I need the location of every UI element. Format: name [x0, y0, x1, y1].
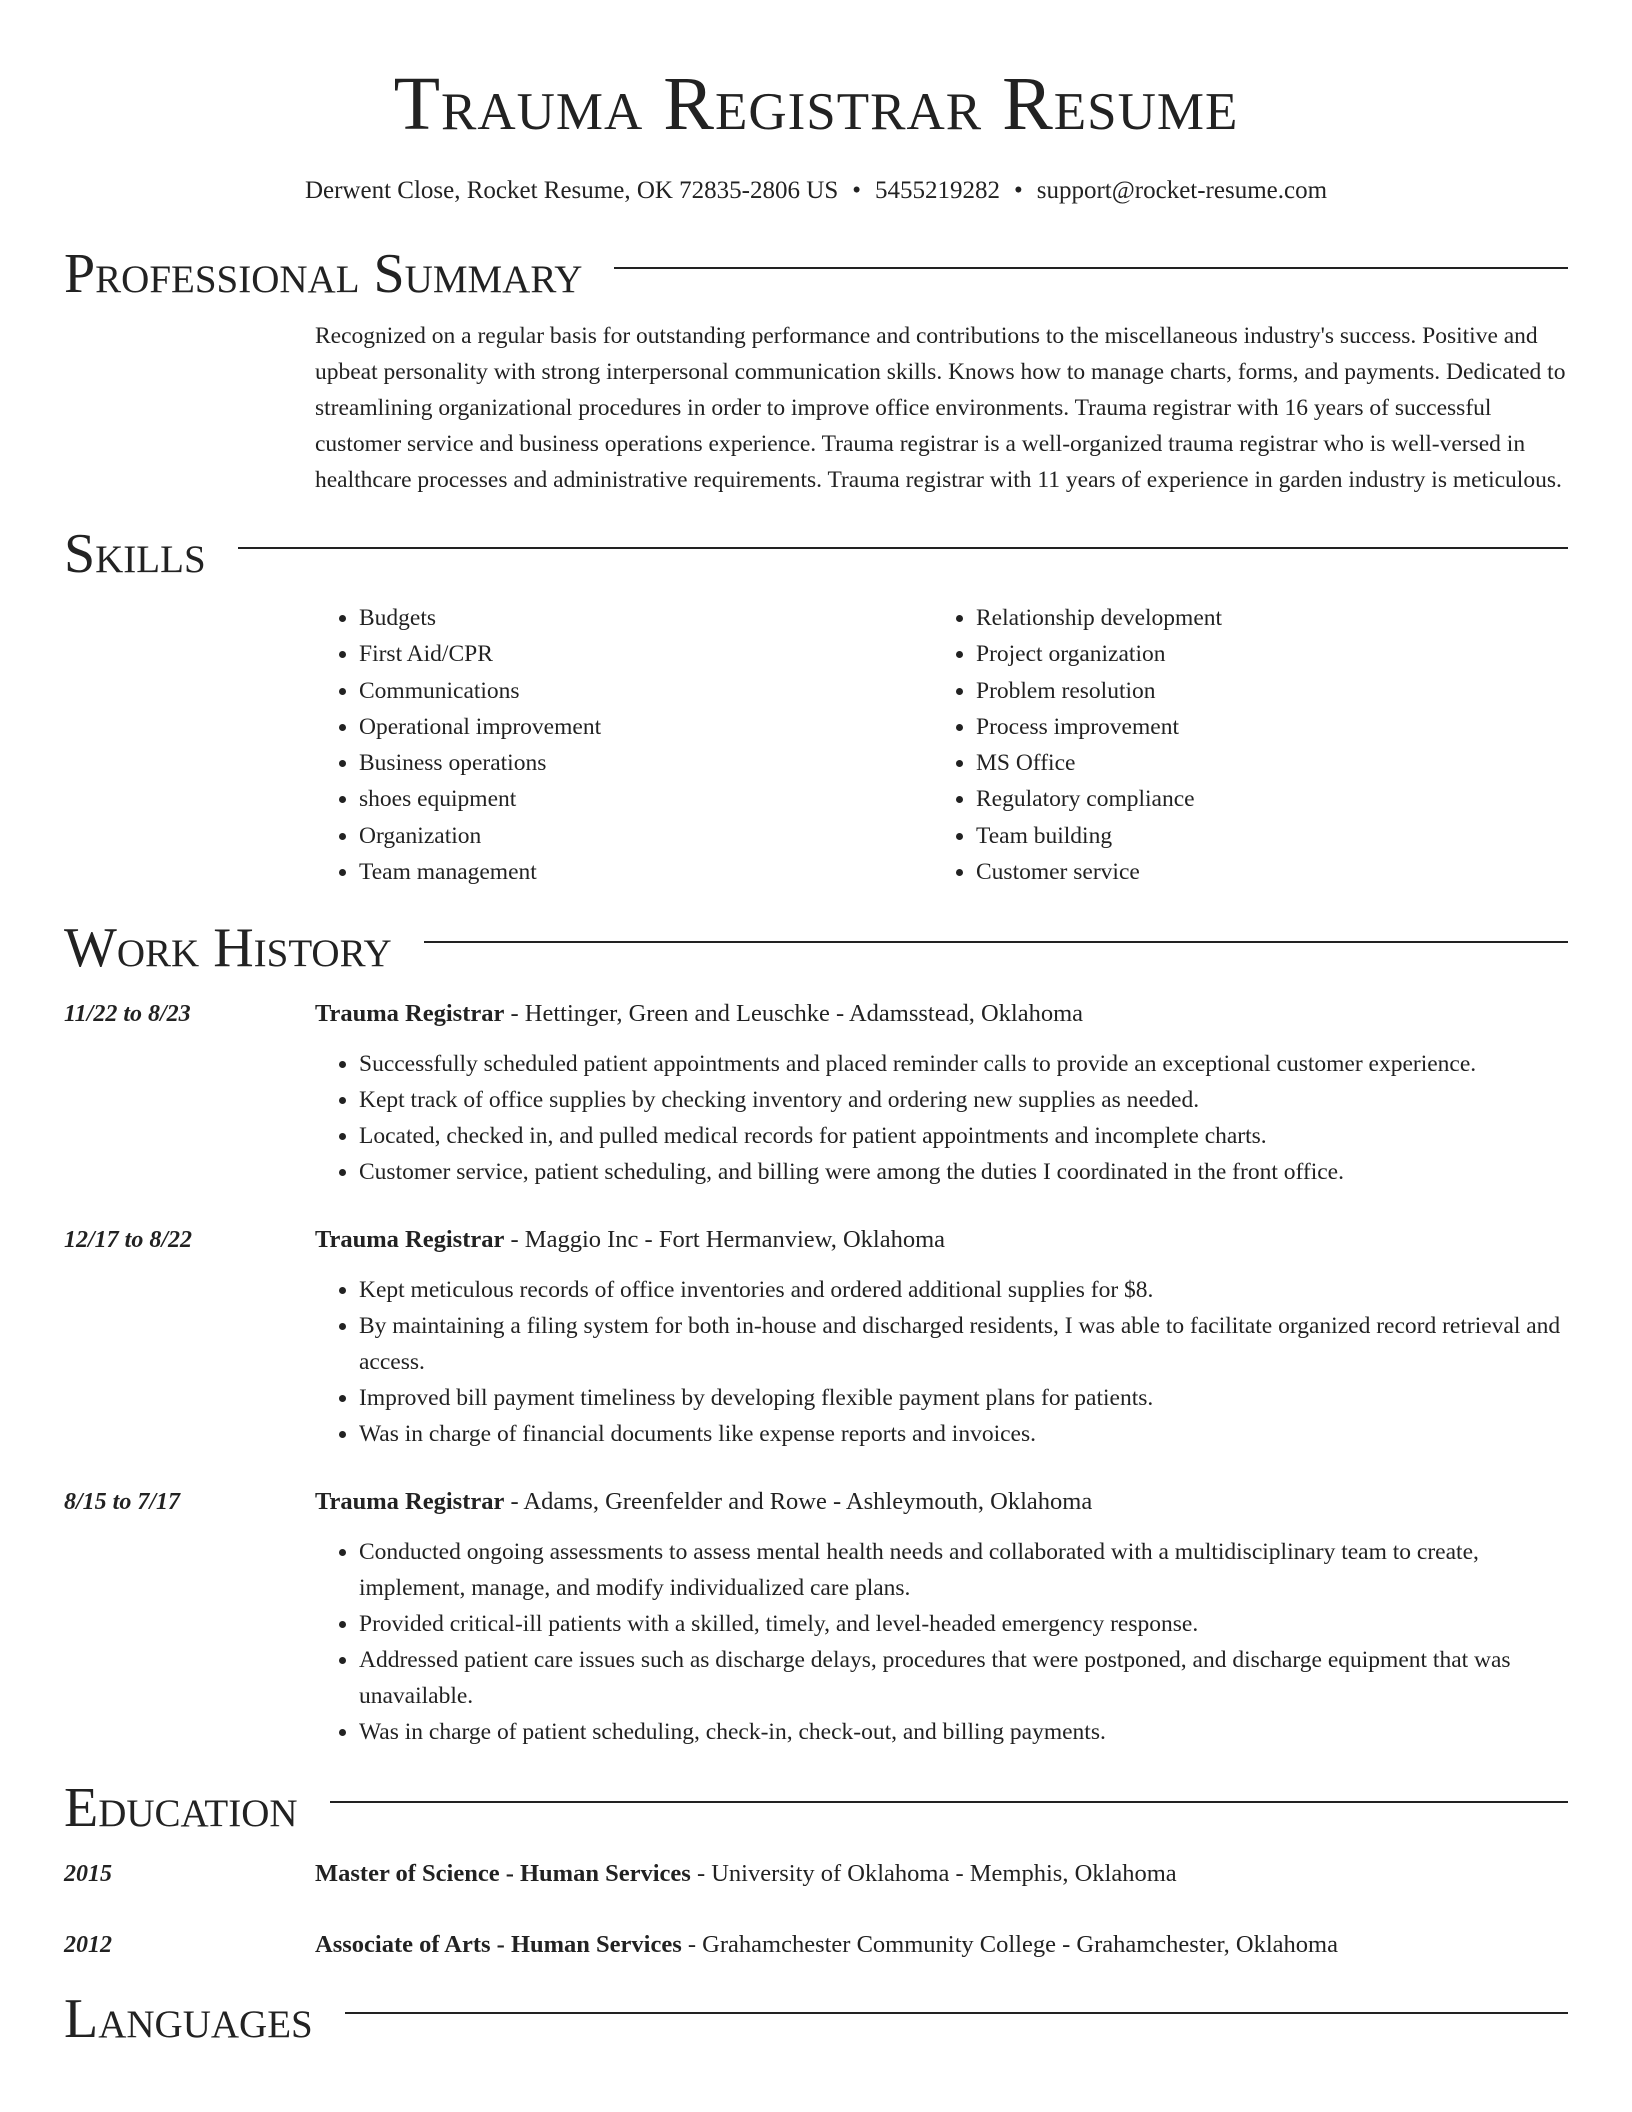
- skill-item: • Process improvement: [976, 709, 1549, 745]
- summary-text: Recognized on a regular basis for outstanding performance and contributions to the miscellaneous industry's success. Positive and upbeat personality with strong interpersonal communication skills. Knows how to manage charts, forms, and payments. Dedicated to streamlining organizational procedures in order to improve office environments. Trauma registrar with 16 years of successful customer service and business operations experience. Trauma registrar is a well-organized trauma registrar who is well-versed in healthcare processes and administrative requirements. Trauma registrar with 11 years of experience in garden industry is meticulous.: [315, 323, 1566, 493]
- job-bullet: • Kept meticulous records of office inventories and ordered additional supplies for $8.: [359, 1272, 1568, 1308]
- contact-address: Derwent Close, Rocket Resume, OK 72835-2806 US: [304, 177, 839, 204]
- job-bullet: • Was in charge of patient scheduling, check-in, check-out, and billing payments.: [359, 1714, 1568, 1750]
- languages-section-heading: [64, 1987, 1568, 2051]
- summary-section-heading: [64, 242, 1568, 306]
- skills-section-heading: [64, 522, 1568, 586]
- skill-item: • Regulatory compliance: [976, 781, 1549, 817]
- education-body: [315, 1856, 1568, 1892]
- contact-phone: 5455219282: [874, 177, 1000, 204]
- skill-item: • Business operations: [359, 745, 932, 781]
- job-title: Trauma Registrar: [315, 1488, 505, 1516]
- education-entry: [64, 1927, 1568, 1963]
- work-heading: Work History: [64, 917, 392, 980]
- job-bullet: • Conducted ongoing assessments to assess mental health needs and collaborated with a multidisciplinary team to create, implement, manage, and modify individualized care plans.: [359, 1534, 1568, 1606]
- summary-content: [315, 318, 1568, 498]
- skills-grid: [315, 600, 1568, 890]
- work-entry: [64, 996, 1568, 1190]
- work-header: [315, 1222, 1568, 1258]
- skill-item: • MS Office: [976, 745, 1549, 781]
- section-divider: [238, 547, 1568, 549]
- skill-item: • Operational improvement: [359, 709, 932, 745]
- job-bullets: [315, 1272, 1568, 1452]
- skill-item: • Budgets: [359, 600, 932, 636]
- skill-item: • Customer service: [976, 854, 1549, 890]
- education-section-heading: [64, 1776, 1568, 1840]
- job-details: - Maggio Inc - Fort Hermanview, Oklahoma: [504, 1226, 946, 1254]
- school-details: - University of Oklahoma - Memphis, Oklahoma: [690, 1860, 1177, 1888]
- work-body: [315, 1222, 1568, 1452]
- job-bullet: • Located, checked in, and pulled medical records for patient appointments and incomplete charts.: [359, 1118, 1568, 1154]
- work-entry: [64, 1484, 1568, 1750]
- skill-item: • Team management: [359, 854, 932, 890]
- contact-separator: •: [1013, 177, 1023, 204]
- work-section-heading: [64, 916, 1568, 980]
- work-header: [315, 996, 1568, 1032]
- skill-item: • shoes equipment: [359, 781, 932, 817]
- contact-separator: •: [852, 177, 861, 204]
- skill-item: • Project organization: [976, 636, 1549, 672]
- work-header: [315, 1484, 1568, 1520]
- skills-heading: Skills: [64, 523, 206, 585]
- skill-item: • First Aid/CPR: [359, 636, 932, 672]
- skill-item: • Organization: [359, 818, 932, 854]
- education-entry: [64, 1856, 1568, 1892]
- education-body: [315, 1927, 1568, 1963]
- job-details: - Hettinger, Green and Leuschke - Adamsstead, Oklahoma: [504, 1000, 1084, 1028]
- education-heading: Education: [64, 1777, 298, 1840]
- job-title: Trauma Registrar: [315, 1226, 505, 1254]
- contact-email[interactable]: support@rocket-resume.com: [1036, 177, 1328, 204]
- section-divider: [424, 941, 1568, 943]
- degree-name: Associate of Arts - Human Services: [315, 1931, 682, 1959]
- section-divider: [614, 267, 1568, 269]
- work-dates: 8/15 to 7/17: [64, 1489, 181, 1516]
- job-bullet: • Was in charge of financial documents like expense reports and invoices.: [359, 1416, 1568, 1452]
- skills-list-left: [315, 600, 932, 890]
- contact-line: [64, 174, 1568, 208]
- school-details: - Grahamchester Community College - Grahamchester, Oklahoma: [681, 1931, 1338, 1959]
- skill-item: • Relationship development: [976, 600, 1549, 636]
- summary-heading: Professional Summary: [64, 243, 583, 305]
- job-bullet: • Kept track of office supplies by checking inventory and ordering new supplies as needed.: [359, 1082, 1568, 1118]
- work-dates: 12/17 to 8/22: [64, 1227, 193, 1254]
- skill-item: • Problem resolution: [976, 673, 1549, 709]
- education-year: 2015: [64, 1861, 112, 1888]
- job-bullet: • Provided critical-ill patients with a skilled, timely, and level-headed emergency response.: [359, 1606, 1568, 1642]
- job-bullet: • By maintaining a filing system for both in-house and discharged residents, I was able to facilitate organized record retrieval and access.: [359, 1308, 1568, 1380]
- job-bullets: [315, 1046, 1568, 1190]
- resume-title: Trauma Registrar Resume: [393, 62, 1239, 146]
- languages-heading: Languages: [64, 1988, 313, 2051]
- work-dates: 11/22 to 8/23: [64, 1001, 191, 1028]
- work-body: [315, 1484, 1568, 1750]
- job-details: - Adams, Greenfelder and Rowe - Ashleymouth, Oklahoma: [504, 1488, 1093, 1516]
- section-divider: [330, 1801, 1568, 1803]
- work-body: [315, 996, 1568, 1190]
- job-bullet: • Customer service, patient scheduling, and billing were among the duties I coordinated in the front office.: [359, 1154, 1568, 1190]
- job-bullet: • Improved bill payment timeliness by developing flexible payment plans for patients.: [359, 1380, 1568, 1416]
- job-bullet: • Successfully scheduled patient appointments and placed reminder calls to provide an exceptional customer experience.: [359, 1046, 1568, 1082]
- skill-item: • Team building: [976, 818, 1549, 854]
- job-bullet: • Addressed patient care issues such as discharge delays, procedures that were postponed, and discharge equipment that was unavailable.: [359, 1642, 1568, 1714]
- skill-item: • Communications: [359, 673, 932, 709]
- education-year: 2012: [64, 1932, 112, 1959]
- job-title: Trauma Registrar: [315, 1000, 505, 1028]
- work-entry: [64, 1222, 1568, 1452]
- degree-name: Master of Science - Human Services: [315, 1860, 691, 1888]
- skills-list-right: [932, 600, 1549, 890]
- section-divider: [345, 2012, 1568, 2014]
- job-bullets: [315, 1534, 1568, 1750]
